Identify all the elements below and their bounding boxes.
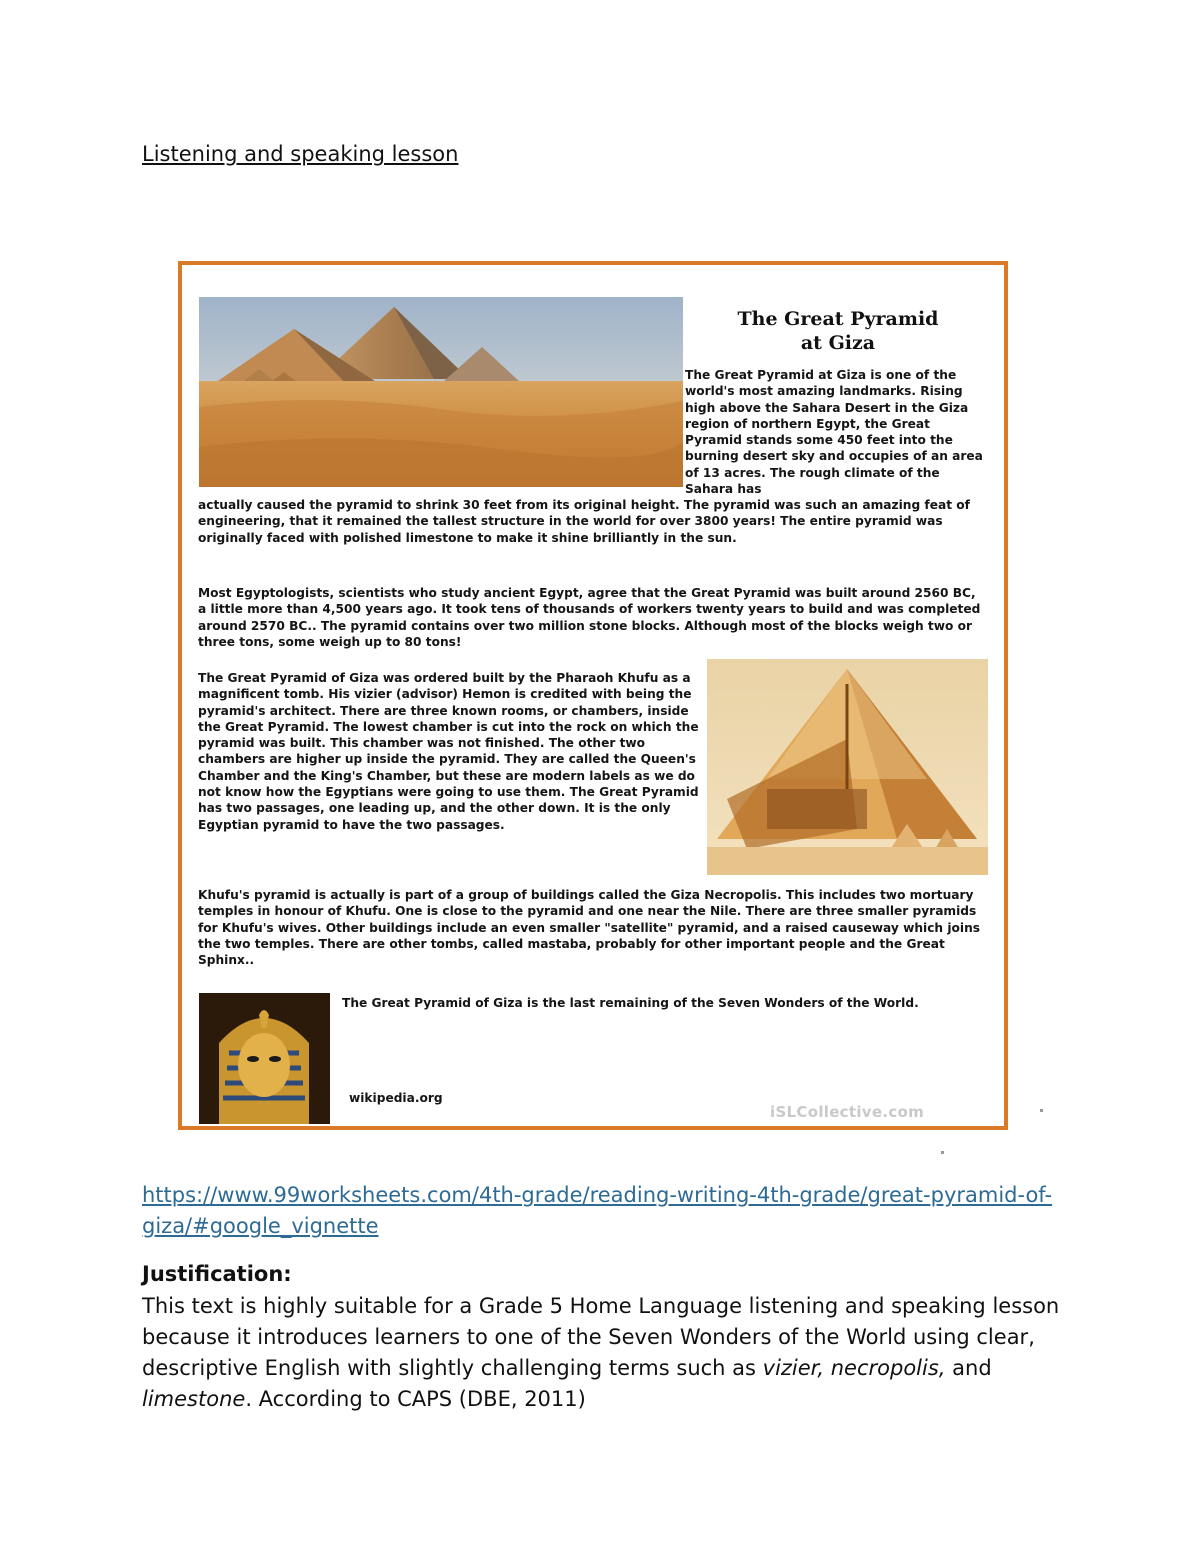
justification-body	[142, 1291, 1077, 1415]
worksheet-title-line1: The Great Pyramid	[737, 308, 939, 330]
pharaoh-mask-photo	[199, 993, 330, 1124]
source-credit: wikipedia.org	[349, 1091, 443, 1105]
justification-text-end: . According to CAPS (DBE, 2011)	[245, 1387, 586, 1411]
justification-term-2: limestone	[142, 1387, 246, 1411]
watermark: iSLCollective.com	[770, 1103, 925, 1121]
paragraph-2: Most Egyptologists, scientists who study ancient Egypt, agree that the Great Pyramid was built around 2560 BC, a little more than 4,500 years ago. It took tens of thousands of workers twenty years to build and was completed around 2570 BC.. The pyramid contains over two million stone blocks. Although most of the blocks weigh two or three tons, some weigh up to 80 tons!	[198, 586, 981, 649]
paragraph-1-bottom: actually caused the pyramid to shrink 30 feet from its original height. The pyramid was such an amazing feat of engineering, that it remained the tallest structure in the world for over 3800 years! The entire pyramid was originally faced with polished limestone to make it shine brilliantly in the sun.	[198, 498, 970, 545]
page-heading: Listening and speaking lesson	[142, 142, 459, 166]
stray-dot	[1040, 1109, 1043, 1112]
worksheet-image	[178, 261, 1008, 1130]
pyramids-photo	[199, 297, 683, 487]
paragraph-3: The Great Pyramid of Giza was ordered built by the Pharaoh Khufu as a magnificent tomb. His vizier (advisor) Hemon is credited with being the pyramid's architect. There are three known rooms, or chambers, inside the Great Pyramid. The lowest chamber is cut into the rock on which the pyramid was built. This chamber was not finished. The other two chambers are higher up inside the pyramid. They are called the Queen's Chamber and the King's Chamber, but these are modern labels as we do not know how the Egyptians were going to use them. The Great Pyramid has two passages, one leading up, and the other down. It is the only Egyptian pyramid to have the two passages.	[198, 671, 699, 832]
justification-text-start: This text is highly suitable for a Grade 5 Home Language listening and speaking lesson because it introduces learners to one of the Seven Wonders of the World using clear, descriptive English with slightly challenging terms such as	[142, 1294, 1060, 1380]
paragraph-5: The Great Pyramid of Giza is the last remaining of the Seven Wonders of the World.	[342, 996, 919, 1010]
justification-heading: Justification:	[142, 1262, 292, 1286]
worksheet-title-line2: at Giza	[800, 332, 876, 354]
paragraph-1-top: The Great Pyramid at Giza is one of the world's most amazing landmarks. Rising high above the Sahara Desert in the Giza region of northern Egypt, the Great Pyramid stands some 450 feet into the burning desert sky and occupies of an area of 13 acres. The rough climate of the Sahara has	[685, 368, 983, 497]
source-link[interactable]: https://www.99worksheets.com/4th-grade/reading-writing-4th-grade/great-pyramid-of-giza/#google_vignette	[142, 1183, 1053, 1238]
justification-text-and: and	[945, 1356, 992, 1380]
paragraph-4: Khufu's pyramid is actually is part of a group of buildings called the Giza Necropolis. This includes two mortuary temples in honour of Khufu. One is close to the pyramid and one near the Nile. There are three smaller pyramids for Khufu's wives. Other buildings include an even smaller "satellite" pyramid, and a raised causeway which joins the two temples. There are other tombs, called mastaba, probably for other important people and the Great Sphinx..	[198, 888, 981, 968]
worksheet-title	[684, 307, 992, 355]
justification-term-1: vizier, necropolis,	[762, 1356, 946, 1380]
stray-dot	[941, 1151, 944, 1154]
pyramid-cutaway-illustration	[707, 659, 988, 875]
